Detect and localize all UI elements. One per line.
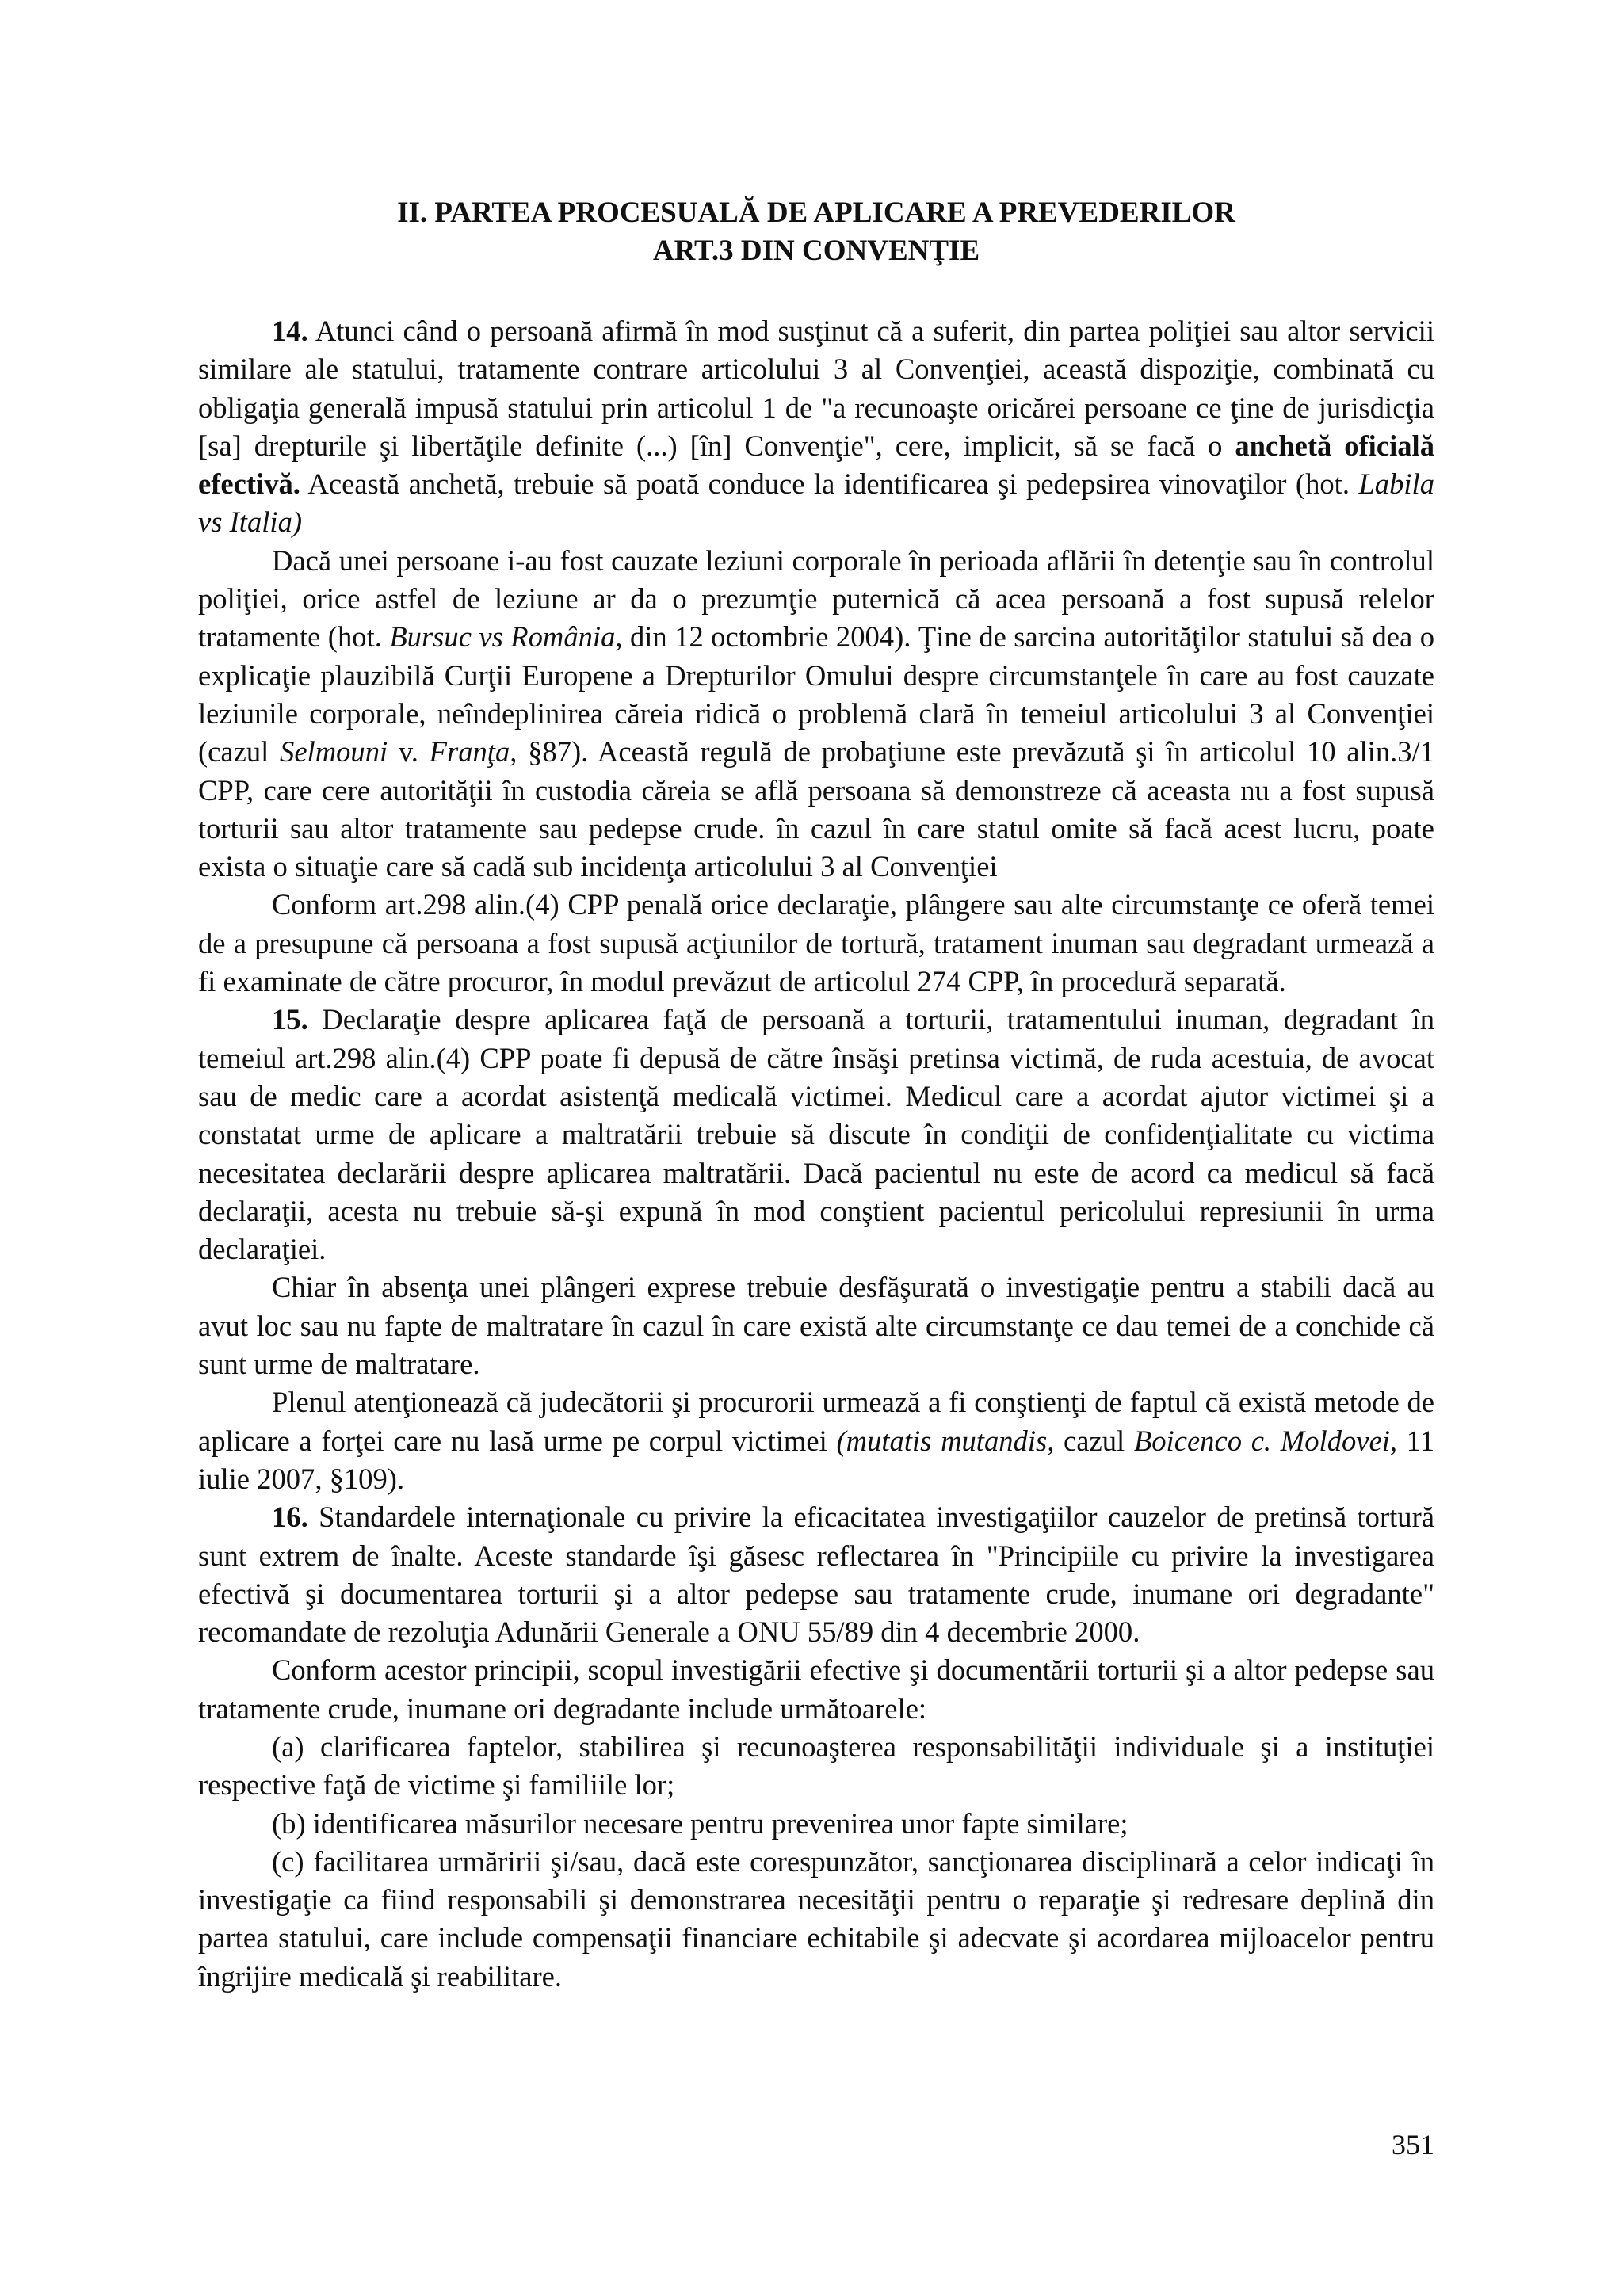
heading-line-1: II. PARTEA PROCESUALĂ DE APLICARE A PREVEDERILOR xyxy=(397,196,1235,229)
paragraph-15-plenul: Plenul atenţionează că judecătorii şi procurorii urmează a fi conştienţi de faptul că există metode de aplicare a forţei care nu lasă urme pe corpul victimei (mutatis mutandis, cazul Boicenco c. Moldovei, 11 iulie 2007, §109). xyxy=(198,1386,1434,1495)
paragraph-14-continued: Dacă unei persoane i-au fost cauzate leziuni corporale în perioada aflării în detenţie sau în controlul poliţiei, orice astfel de leziune ar da o prezumţie puternică că acea persoană a fost supusă relelor tratamente (hot. Bursuc vs România, din 12 octombrie 2004). Ţine de sarcina autorităţilor statului să dea o explicaţie plauzibilă Curţii Europene a Drepturilor Omului despre circumstanţele în care au fost cauzate leziunile corporale, neîndeplinirea căreia ridică o problemă clară în temeiul articolului 3 al Convenţiei (cazul Selmouni v. Franţa, §87). Această regulă de probaţiune este prevăzută şi în articolul 10 alin.3/1 CPP, care cere autorităţii în custodia căreia se află persoana să demonstreze că aceasta nu a fost supusă torturii sau altor tratamente sau pedepse crude. în cazul în care statul omite să facă acest lucru, poate exista o situaţie care să cadă sub incidenţa articolului 3 al Convenţiei xyxy=(198,543,1434,883)
paragraph-14-art298: Conform art.298 alin.(4) CPP penală orice declaraţie, plângere sau alte circumstanţe ce oferă temei de a presupune că persoana a fost supusă acţiunilor de tortură, tratament inuman sau degradant urmează a fi examinate de către procuror, în modul prevăzut de articolul 274 CPP, în procedură separată. xyxy=(198,888,1434,998)
list-item-a: (a) clarificarea faptelor, stabilirea şi recunoaşterea responsabilităţii individuale şi a instituţiei respective faţă de victime şi familiile lor; xyxy=(198,1730,1434,1802)
paragraph-number: 15. xyxy=(272,1003,308,1036)
list-item-c: (c) facilitarea urmăririi şi/sau, dacă este corespunzător, sancţionarea disciplinară a celor indicaţi în investigaţie ca fiind responsabili şi demonstrarea necesităţii pentru o reparaţie şi redresare deplină din partea statului, care include compensaţii financiare echitabile şi adecvate şi acordarea mijloacelor pentru îngrijire medicală şi reabilitare. xyxy=(198,1844,1434,1993)
case-citation: Selmouni xyxy=(280,735,388,769)
case-citation: Boicenco c. Moldovei, xyxy=(1133,1424,1398,1457)
case-citation: Franţa, xyxy=(429,735,517,769)
paragraph-15: 15. Declaraţie despre aplicarea faţă de persoană a torturii, tratamentului inuman, degradant în temeiul art.298 alin.(4) CPP poate fi depusă de către însăşi pretinsa victimă, de ruda acestuia, de avocat sau de medic care a acordat asistenţă medicală victimei. Medicul care a acordat ajutor victimei şi a constatat urme de aplicare a maltratării trebuie să discute în condiţii de confidenţialitate cu victima necesitatea declarării despre aplicarea maltratării. Dacă pacientul nu este de acord ca medicul să facă declaraţii, acesta nu trebuie să-şi expună în mod conştient pacientul pericolului represiunii în urma declaraţiei. xyxy=(198,1003,1434,1266)
paragraph-16: 16. Standardele internaţionale cu privire la eficacitatea investigaţiilor cauzelor de pretinsă tortură sunt extrem de înalte. Aceste standarde îşi găsesc reflectarea în "Principiile cu privire la investigarea efectivă şi documentarea torturii şi a altor pedepse sau tratamente crude, inumane ori degradante" recomandate de rezoluţia Adunării Generale a ONU 55/89 din 4 decembrie 2000. xyxy=(198,1501,1434,1649)
paragraph-number: 16. xyxy=(272,1501,308,1534)
paragraph-number: 14. xyxy=(272,315,308,347)
paragraph-16-continued: Conform acestor principii, scopul investigării efective şi documentării torturii şi a altor pedepse sau tratamente crude, inumane ori degradante include următoarele: xyxy=(198,1653,1434,1725)
heading-line-2: ART.3 DIN CONVENŢIE xyxy=(652,235,980,267)
section-heading xyxy=(198,194,1434,270)
case-citation: Bursuc vs România, xyxy=(389,620,623,654)
list-item-b: (b) identificarea măsurilor necesare pentru prevenirea unor fapte similare; xyxy=(272,1806,1128,1840)
emphasis-bold: anchetă oficială efectivă. xyxy=(198,429,1434,501)
latin-phrase: (mutatis mutandis, xyxy=(836,1424,1055,1457)
case-citation: Labila vs Italia) xyxy=(198,467,1434,539)
page-body xyxy=(198,194,1434,1996)
paragraph-15-continued: Chiar în absenţa unei plângeri exprese trebuie desfăşurată o investigaţie pentru a stabili dacă au avut loc sau nu fapte de maltratare în cazul în care există alte circumstanţe ce dau temei de a conchide că sunt urme de maltratare. xyxy=(198,1271,1434,1381)
page-number: 351 xyxy=(1392,2129,1434,2161)
paragraph-14: 14. Atunci când o persoană afirmă în mod susţinut că a suferit, din partea poliţiei sau altor servicii similare ale statului, tratamente contrare articolului 3 al Convenţiei, această dispoziţie, combinată cu obligaţia generală impusă statului prin articolul 1 de "a recunoaşte oricărei persoane ce ţine de jurisdicţia [sa] drepturile şi libertăţile definite (...) [în] Convenţie", cere, implicit, să se facă o anchetă oficială efectivă. Această anchetă, trebuie să poată conduce la identificarea şi pedepsirea vinovaţilor (hot. Labila vs Italia) xyxy=(198,315,1434,539)
